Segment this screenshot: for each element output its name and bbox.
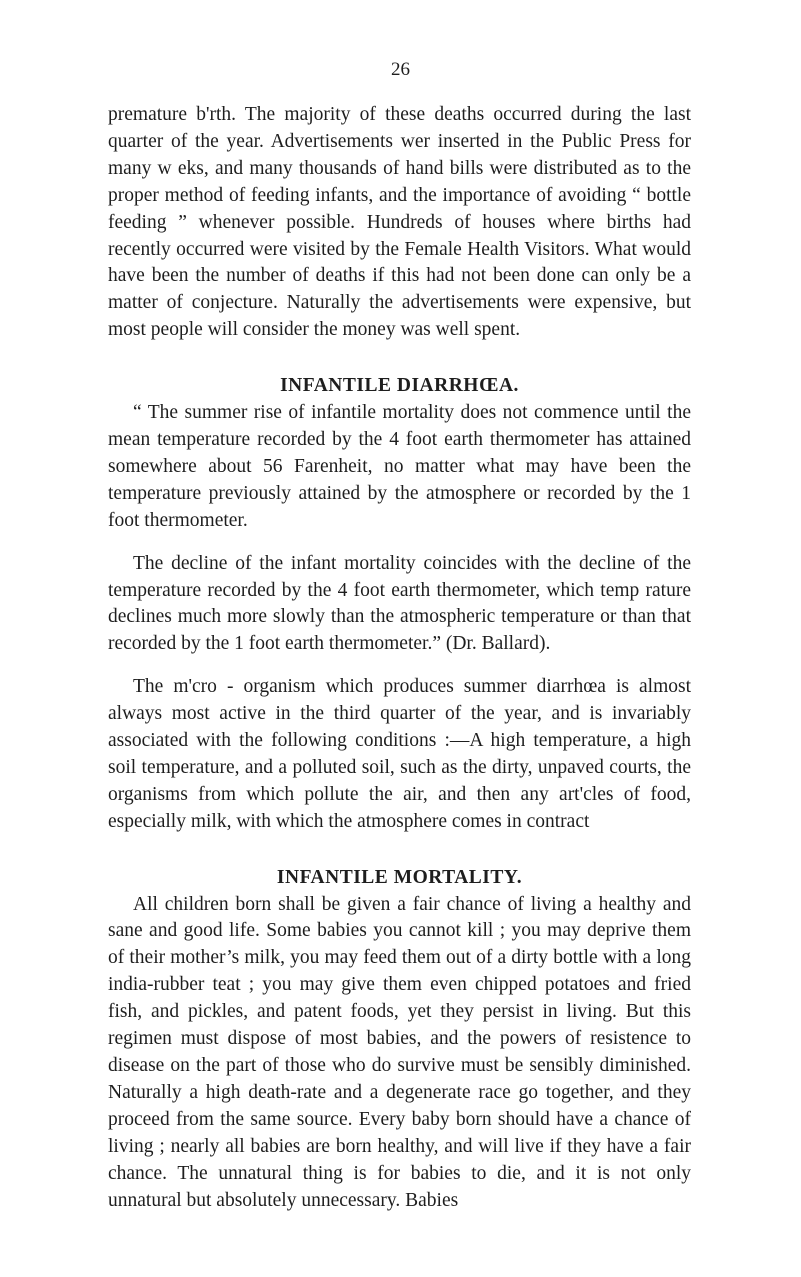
paragraph-fair-chance: All children born shall be given a fair chance of living a healthy and sane and good life. Some babies you cannot kill ; you may deprive them of their mother’s milk, you may feed them out of a dirty bottle with a long india-rubber teat ; you may give them even chipped potatoes and fried fish, and pickles, and patent foods, yet they persist in living. But this regimen must dispose of most babies, and the powers of resistence to disease on the part of those who do survive must be sensibly diminished. Naturally a high death-rate and a degenerate race go together, and they proceed from the same source. Every baby born should have a chance of living ; nearly all babies are born healthy, and will live if they have a fair chance. The unnatural thing is for babies to die, and it is not only unnatural but absolutely unnecessary. Babies [108,893,691,1211]
paragraph-decline-quote: The decline of the infant mortality coincides with the decline of the temperature recorded by the 4 foot earth thermometer, which temp rature declines much more slowly than the atmospheric temperature or than that recorded by the 1 foot earth thermometer.” (Dr. Ballard). [108,552,691,655]
page-number: 26 [391,59,410,80]
paragraph-micro-organism: The m'cro - organism which produces summer diarrhœa is almost always most active in the third quarter of the year, and is invariably associated with the following conditions :—A high temperature, a high soil temperature, and a polluted soil, such as the dirty, unpaved courts, the organisms from which pollute the air, and then any art'cles of food, especially milk, with which the atmosphere comes in contract [108,676,691,832]
heading-infantile-mortality: INFANTILE MORTALITY. [276,866,523,888]
heading-infantile-diarrhoea: INFANTILE DIARRHŒA. [280,375,519,397]
paragraph-deaths-advertisements: premature b'rth. The majority of these deaths occurred during the last quarter of the year. Advertisements wer inserted in the Public Press for many w eks, and many thousands of hand bills were distributed as to the proper method of feeding infants, and the importance of avoiding “ bottle feeding ” whenever possible. Hundreds of houses where births had recently occurred were visited by the Female Health Visitors. What would have been the number of deaths if this had not been done can only be a matter of conjecture. Naturally the advertisements were expensive, but most people will consider the money was well spent. [108,104,691,341]
paragraph-summer-rise-quote: “ The summer rise of infantile mortality does not commence until the mean temperature recorded by the 4 foot earth thermometer has attained somewhere about 56 Farenheit, no matter what may have been the temperature previously attained by the atmosphere or recorded by the 1 foot thermometer. [108,402,691,531]
body-text [108,102,691,1214]
